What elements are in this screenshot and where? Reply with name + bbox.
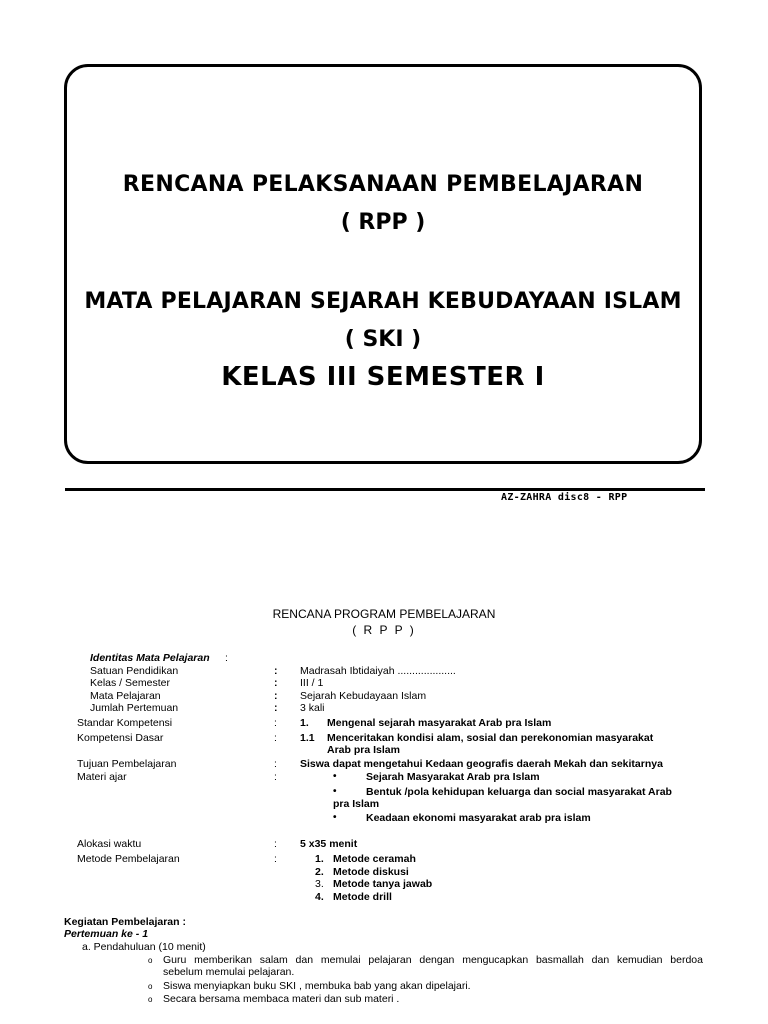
metode-item-4: Metode drill bbox=[333, 891, 392, 903]
standar-value: Mengenal sejarah masyarakat Arab pra Islam bbox=[327, 717, 552, 729]
materi-item-2: Bentuk /pola kehidupan keluarga dan social masyarakat Arab bbox=[366, 786, 672, 798]
metode-label: Metode Pembelajaran bbox=[77, 853, 180, 865]
metode-colon: : bbox=[274, 853, 277, 865]
cover-title: RENCANA PELAKSANAAN PEMBELAJARAN bbox=[122, 172, 644, 197]
materi-item-1: Sejarah Masyarakat Arab pra Islam bbox=[366, 771, 540, 783]
materi-bullet-3: • bbox=[333, 812, 337, 823]
tujuan-value: Siswa dapat mengetahui Kedaan geografis daerah Mekah dan sekitarnya bbox=[300, 758, 663, 770]
cover-subject-abbr: ( SKI ) bbox=[344, 327, 422, 352]
satuan-colon: : bbox=[274, 665, 278, 677]
alokasi-value: 5 x35 menit bbox=[300, 838, 358, 850]
materi-bullet-1: • bbox=[333, 771, 337, 782]
satuan-value: Madrasah Ibtidaiyah .................... bbox=[300, 665, 456, 677]
jumlah-value: 3 kali bbox=[300, 702, 325, 714]
step-1-marker: o bbox=[148, 956, 153, 965]
metode-num-4: 4. bbox=[315, 891, 324, 903]
satuan-label: Satuan Pendidikan bbox=[90, 665, 179, 677]
kompetensi-num: 1.1 bbox=[300, 732, 315, 744]
jumlah-colon: : bbox=[274, 702, 278, 714]
doc-subtitle: ( R P P ) bbox=[352, 623, 416, 637]
cover-title-abbr: ( RPP ) bbox=[340, 210, 426, 235]
kompetensi-value-line2: Arab pra Islam bbox=[327, 744, 400, 756]
materi-item-3: Keadaan ekonomi masyarakat arab pra islam bbox=[366, 812, 591, 824]
identitas-colon: : bbox=[225, 652, 228, 664]
pendahuluan-label: a. Pendahuluan (10 menit) bbox=[82, 941, 206, 953]
step-2-marker: o bbox=[148, 982, 153, 991]
kegiatan-label: Kegiatan Pembelajaran : bbox=[64, 916, 186, 928]
jumlah-label: Jumlah Pertemuan bbox=[90, 702, 179, 714]
tujuan-label: Tujuan Pembelajaran bbox=[77, 758, 177, 770]
cover-class-semester: KELAS III SEMESTER I bbox=[221, 362, 545, 392]
kompetensi-label: Kompetensi Dasar bbox=[77, 732, 164, 744]
identitas-label: Identitas Mata Pelajaran bbox=[90, 652, 210, 664]
step-3-text: Secara bersama membaca materi dan sub materi . bbox=[163, 993, 400, 1005]
metode-item-2: Metode diskusi bbox=[333, 866, 409, 878]
footer-mark: AZ-ZAHRA disc8 - RPP bbox=[501, 492, 628, 503]
materi-label: Materi ajar bbox=[77, 771, 127, 783]
kelas-label: Kelas / Semester bbox=[90, 677, 170, 689]
step-2-text: Siswa menyiapkan buku SKI , membuka bab yang akan dipelajari. bbox=[163, 980, 471, 992]
step-3-marker: o bbox=[148, 995, 153, 1004]
mapel-value: Sejarah Kebudayaan Islam bbox=[300, 690, 427, 702]
pertemuan-label: Pertemuan ke - 1 bbox=[64, 928, 149, 940]
metode-item-1: Metode ceramah bbox=[333, 853, 416, 865]
metode-num-2: 2. bbox=[315, 866, 324, 878]
standar-label: Standar Kompetensi bbox=[77, 717, 173, 729]
tujuan-colon: : bbox=[274, 758, 277, 770]
metode-item-3: Metode tanya jawab bbox=[333, 878, 433, 890]
step-1-line1: Guru memberikan salam dan memulai pelajaran dengan mengucapkan basmallah dan kemudian berdoa bbox=[163, 954, 703, 966]
materi-item-2-cont: pra Islam bbox=[333, 798, 380, 810]
alokasi-label: Alokasi waktu bbox=[77, 838, 142, 850]
kompetensi-colon: : bbox=[274, 732, 277, 744]
standar-colon: : bbox=[274, 717, 277, 729]
alokasi-colon: : bbox=[274, 838, 277, 850]
kelas-colon: : bbox=[274, 677, 278, 689]
step-1-line2: sebelum memulai pelajaran. bbox=[163, 966, 295, 978]
standar-num: 1. bbox=[300, 717, 309, 729]
materi-colon: : bbox=[274, 771, 277, 783]
cover-box bbox=[64, 64, 702, 464]
kompetensi-value-line1: Menceritakan kondisi alam, sosial dan perekonomian masyarakat bbox=[327, 732, 654, 744]
mapel-colon: : bbox=[274, 690, 278, 702]
metode-num-1: 1. bbox=[315, 853, 324, 865]
kelas-value: III / 1 bbox=[300, 677, 324, 689]
cover-subject: MATA PELAJARAN SEJARAH KEBUDAYAAN ISLAM bbox=[84, 289, 682, 314]
doc-title: RENCANA PROGRAM PEMBELAJARAN bbox=[272, 607, 496, 621]
metode-num-3: 3. bbox=[315, 878, 324, 890]
page-divider bbox=[65, 488, 705, 491]
materi-bullet-2: • bbox=[333, 786, 337, 797]
mapel-label: Mata Pelajaran bbox=[90, 690, 161, 702]
